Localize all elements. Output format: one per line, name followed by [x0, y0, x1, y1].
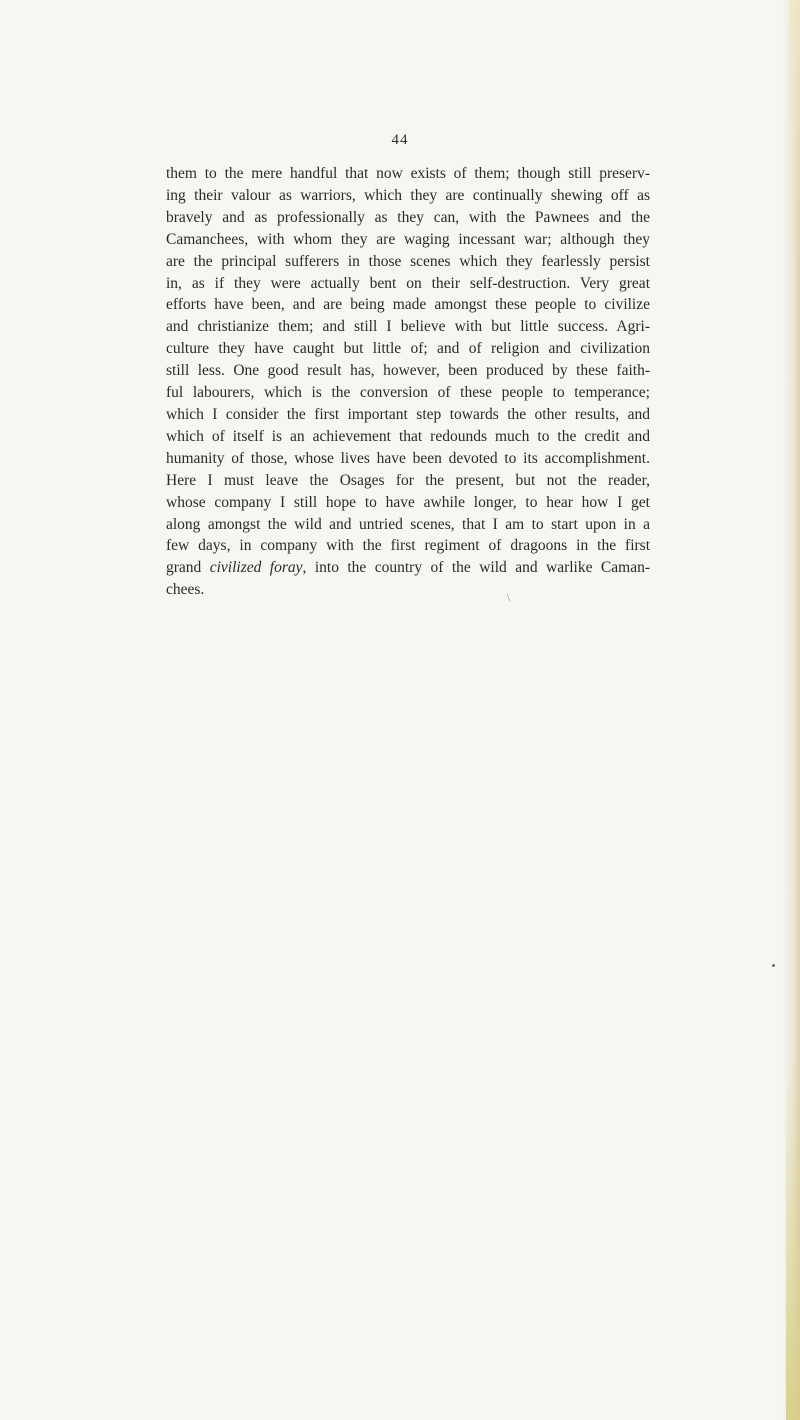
page-edge-tint-bottom — [786, 1060, 800, 1420]
text-line: ful labourers, which is the conversion of these people to temperance; — [166, 384, 650, 402]
stray-ink-mark: \ — [507, 593, 510, 604]
text-line: bravely and as professionally as they can, with the Pawnees and the — [166, 208, 650, 226]
text-line: in, as if they were actually bent on their self-destruction. Very great — [166, 274, 650, 292]
text-line: along amongst the wild and untried scenes, that I am to start upon in a — [166, 515, 650, 533]
text-line: them to the mere handful that now exists of them; though still preserv- — [166, 165, 650, 182]
ink-speck — [772, 964, 775, 967]
text-line: few days, in company with the first regiment of dragoons in the first — [166, 537, 650, 555]
text-line: still less. One good result has, however, been produced by these faith- — [166, 362, 650, 380]
text-line: and christianize them; and still I believe with but little success. Agri- — [166, 318, 650, 336]
text-line: which of itself is an achievement that redounds much to the credit and — [166, 427, 650, 445]
text-line-with-italic — [166, 557, 650, 579]
text-segment: grand — [166, 559, 210, 577]
text-line: are the principal sufferers in those scenes which they fearlessly persist — [166, 252, 650, 270]
text-line-last: chees. — [166, 581, 205, 599]
page-number: 44 — [391, 132, 409, 148]
page-edge-tint-top — [790, 0, 800, 260]
text-line: which I consider the first important step towards the other results, and — [166, 405, 650, 423]
text-line: efforts have been, and are being made amongst these people to civilize — [166, 296, 650, 314]
text-segment: , into the country of the wild and warlike Caman- — [302, 559, 650, 577]
text-line: humanity of those, whose lives have been devoted to its accomplishment. — [166, 449, 650, 467]
text-line: whose company I still hope to have awhile longer, to hear how I get — [166, 493, 650, 511]
body-paragraph — [166, 163, 650, 601]
text-line: culture they have caught but little of; and of religion and civilization — [166, 340, 650, 358]
text-line: Camanchees, with whom they are waging incessant war; although they — [166, 230, 650, 248]
text-line: Here I must leave the Osages for the present, but not the reader, — [166, 471, 650, 489]
italic-phrase: civilized foray — [209, 559, 303, 577]
text-line: ing their valour as warriors, which they are continually shewing off as — [166, 186, 650, 204]
